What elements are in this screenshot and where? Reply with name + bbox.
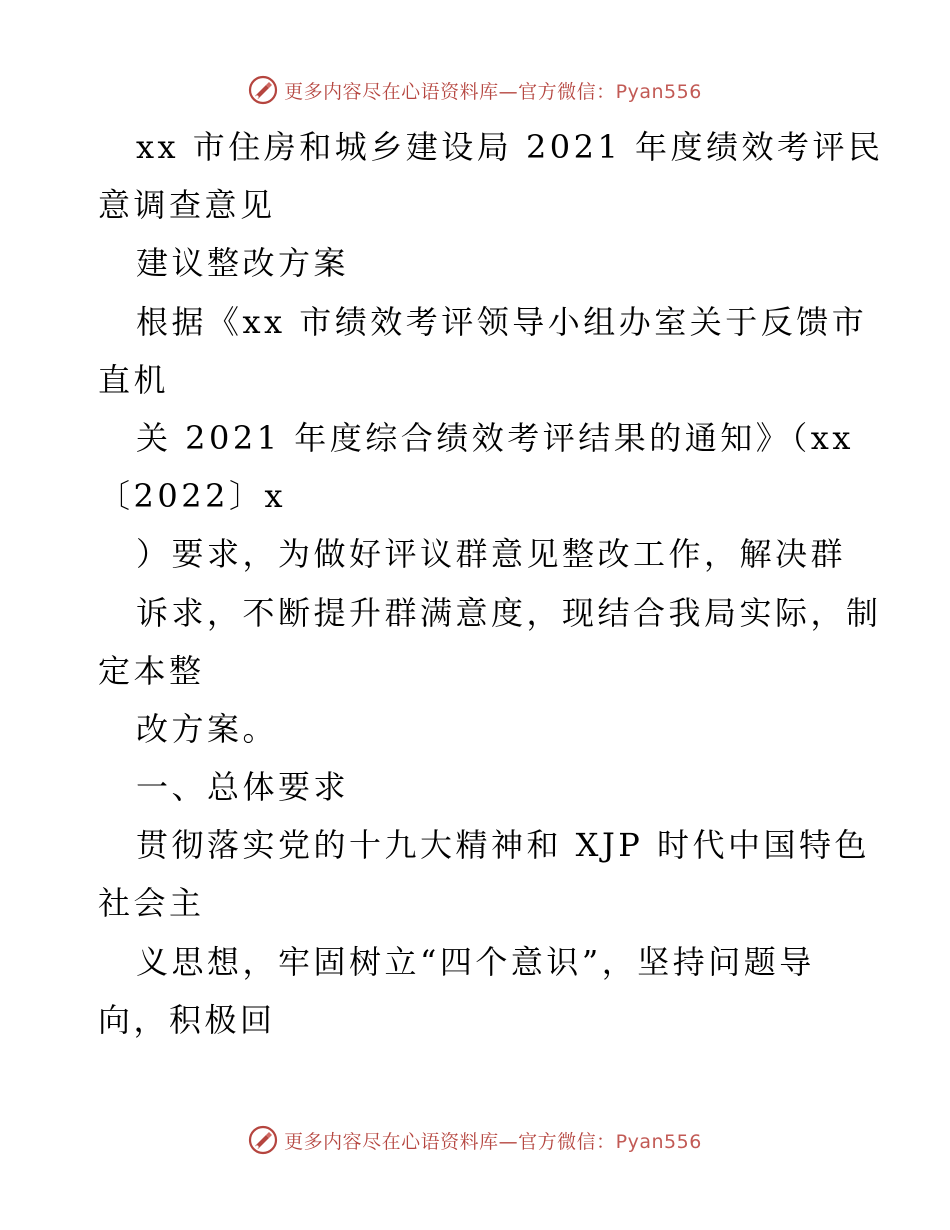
- text-line: 建议整改方案: [136, 244, 350, 283]
- text-line: 意调查意见: [98, 186, 276, 225]
- header-watermark: [0, 72, 950, 108]
- text-line: xx 市住房和城乡建设局 2021 年度绩效考评民: [136, 128, 884, 166]
- pen-logo-icon: [248, 1125, 278, 1155]
- watermark-wechat-id: Pyan556: [615, 80, 702, 103]
- text-line: 根据《xx 市绩效考评领导小组办室关于反馈市: [136, 302, 868, 341]
- watermark-text: 更多内容尽在心语资料库—官方微信：: [284, 80, 616, 103]
- footer-watermark: [0, 1122, 950, 1158]
- text-line: 改方案。: [136, 709, 279, 748]
- text-line: 向，积极回: [98, 1000, 276, 1039]
- watermark-text: 更多内容尽在心语资料库—官方微信：: [284, 1130, 616, 1153]
- text-line: 义思想，牢固树立“四个意识”，坚持问题导: [136, 942, 815, 981]
- text-line: 社会主: [98, 884, 205, 923]
- pen-logo-icon: [248, 75, 278, 105]
- text-line: 贯彻落实党的十九大精神和 XJP 时代中国特色: [136, 826, 870, 865]
- document-body: [98, 118, 884, 1049]
- text-line: 一、总体要求: [136, 768, 350, 807]
- text-line: 定本整: [98, 651, 205, 690]
- text-line: 〔2022〕x: [98, 477, 286, 516]
- text-line: 关 2021 年度综合绩效考评结果的通知》（xx: [136, 418, 854, 457]
- text-line: 诉求，不断提升群满意度，现结合我局实际，制: [136, 593, 882, 632]
- watermark-wechat-id: Pyan556: [615, 1130, 702, 1153]
- text-line: 直机: [98, 360, 170, 399]
- text-line: ）要求，为做好评议群意见整改工作，解决群: [136, 535, 847, 574]
